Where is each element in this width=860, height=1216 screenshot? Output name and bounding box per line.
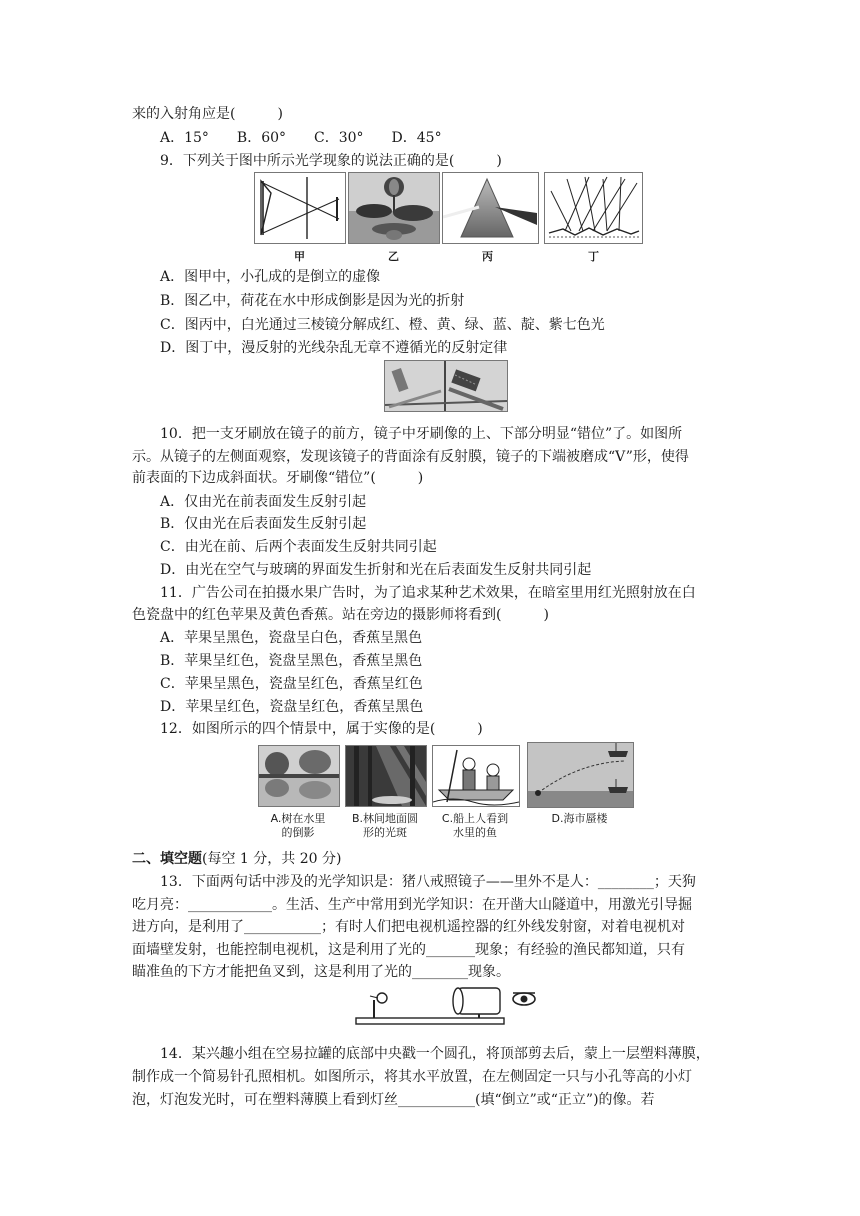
q11-option-b: B．苹果呈红色，瓷盘呈黑色，香蕉呈黑色 [160,653,423,669]
q9-label-ding: 丁 [588,250,599,263]
q9-option-d: D．图丁中，漫反射的光线杂乱无章不遵循光的反射定律 [160,340,508,356]
q8-tail: 来的入射角应是( ) [132,106,283,122]
q13-line-3: 进方向，是利用了___________；有时人们把电视机遥控器的红外线发射窗，对着电视机对 [132,919,685,935]
q9-option-a: A．图甲中，小孔成的是倒立的虚像 [160,269,381,285]
q9-figure-ding [544,172,643,244]
prism-image [443,173,538,243]
q13-line-5: 瞄准鱼的下方才能把鱼叉到，这是利用了光的________现象。 [132,964,510,980]
q12-image-d [527,742,634,808]
q11-stem-line-1: 11．广告公司在拍摄水果广告时，为了追求某种艺术效果，在暗室里用红光照射放在白 [160,585,696,601]
q14-pinhole-camera-figure [354,984,544,1030]
q14-line-2: 制作成一个简易针孔照相机。如图所示，将其水平放置，在左侧固定一只与小孔等高的小灯 [132,1069,692,1085]
toothbrush-mirror-image [385,361,507,411]
q10-option-a: A．仅由光在前表面发生反射引起 [160,494,367,510]
diffuse-reflection-diagram [545,173,642,243]
q9-label-jia: 甲 [294,250,305,263]
q12-caption-d: D.海市蜃楼 [551,812,608,825]
q9-figure-jia [254,172,346,244]
q10-stem-line-2: 示。从镜子的左侧面观察，发现该镜子的背面涂有反射膜，镜子的下端被磨成“V”形，使得 [132,449,689,465]
q9-option-c: C．图丙中，白光通过三棱镜分解成红、橙、黄、绿、蓝、靛、紫七色光 [160,317,605,333]
pinhole-diagram [255,173,345,243]
q14-line-3: 泡，灯泡发光时，可在塑料薄膜上看到灯丝___________(填“倒立”或“正立”)的像。若 [132,1092,655,1108]
q8-options: A．15° B．60° C．30° D．45° [160,130,442,146]
lotus-image [349,173,439,243]
q11-option-a: A．苹果呈黑色，瓷盘呈白色，香蕉呈黑色 [160,630,423,646]
q13-line-1: 13．下面两句话中涉及的光学知识是：猪八戒照镜子——里外不是人：________；天狗 [160,874,696,890]
tree-reflection-image [259,746,339,806]
mirage-image [528,743,633,807]
q10-stem-line-3: 前表面的下边成斜面状。牙刷像“错位”( ) [132,470,424,486]
q12-image-a [258,745,340,807]
section-2-heading: 二、填空题(每空 1 分，共 20 分) [132,851,342,867]
q11-option-d: D．苹果呈红色，瓷盘呈红色，香蕉呈黑色 [160,699,424,715]
q10-toothbrush-figure [384,360,508,412]
q13-line-4: 面墙壁发射，也能控制电视机，这是利用了光的_______现象；有经验的渔民都知道，只有 [132,942,685,958]
pinhole-camera-diagram [354,984,544,1030]
q12-caption-c: C.船上人看到 水里的鱼 [441,812,509,839]
q12-image-b [345,745,427,807]
q12-stem: 12．如图所示的四个情景中，属于实像的是( ) [160,721,483,737]
q14-line-1: 14．某兴趣小组在空易拉罐的底部中央戳一个圆孔，将顶部剪去后，蒙上一层塑料薄膜， [160,1046,710,1062]
q10-stem-line-1: 10．把一支牙刷放在镜子的前方，镜子中牙刷像的上、下部分明显“错位”了。如图所 [160,426,683,442]
q9-label-bing: 丙 [482,250,493,263]
q11-option-c: C．苹果呈黑色，瓷盘呈红色，香蕉呈红色 [160,676,423,692]
q13-line-2: 吃月亮：____________。生活、生产中常用到光学知识：在开凿大山隧道中，用激光引导掘 [132,897,692,913]
q9-figure-yi [348,172,440,244]
q9-option-b: B．图乙中，荷花在水中形成倒影是因为光的折射 [160,293,465,309]
q10-option-d: D．由光在空气与玻璃的界面发生折射和光在后表面发生反射共同引起 [160,562,592,578]
q9-label-yi: 乙 [388,250,399,263]
q10-option-b: B．仅由光在后表面发生反射引起 [160,516,367,532]
q9-stem: 9．下列关于图中所示光学现象的说法正确的是( ) [160,153,502,169]
q11-stem-line-2: 色瓷盘中的红色苹果及黄色香蕉。站在旁边的摄影师将看到( ) [132,607,549,623]
boat-fish-image [433,746,519,806]
q10-option-c: C．由光在前、后两个表面发生反射共同引起 [160,539,437,555]
q12-caption-b: B.林间地面圆 形的光斑 [351,812,419,839]
q12-image-c [432,745,520,807]
forest-light-spots-image [346,746,426,806]
q9-figure-bing [442,172,539,244]
q12-caption-a: A.树在水里 的倒影 [270,812,326,839]
